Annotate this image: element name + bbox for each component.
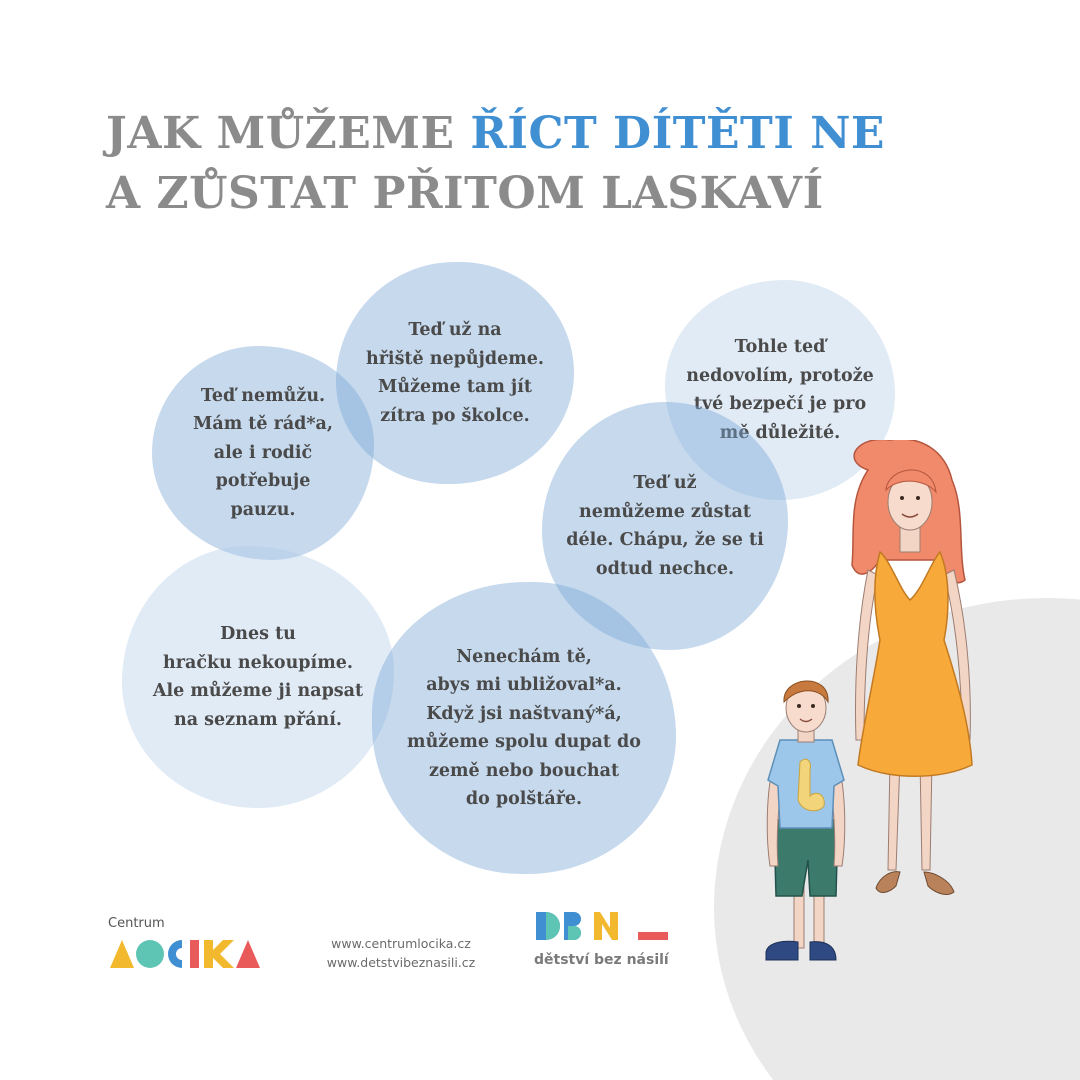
bubble-text: Dnes tu hračku nekoupíme. Ale můžeme ji napsat na seznam přání. [152,624,364,730]
dbn-wordmark-icon [534,908,674,944]
bubble-text: Tohle teď nedovolím, protože tvé bezpečí je pro mě důležité. [686,337,874,443]
bubble-text: Nenechám tě, abys mi ubližoval*a. Když jsi naštvaný*á, můžeme spolu dupat do země nebo bouchat do polštáře. [407,646,641,809]
page-title [106,104,885,224]
title-line-2: A ZŮSTAT PŘITOM LASKAVÍ [106,168,824,219]
speech-bubble-anger [372,582,676,874]
bubble-text: Teď už na hřiště nepůjdeme. Můžeme tam jít zítra po školce. [365,320,545,426]
bubble-text: Teď nemůžu. Mám tě rád*a, ale i rodič potřebuje pauzu. [192,385,333,520]
locika-logo [108,916,165,935]
locika-wordmark-icon [108,936,262,972]
speech-bubble-pause [152,346,374,560]
dbn-tagline: dětství bez násilí [534,952,669,968]
bubble-text: Teď už nemůžeme zůstat déle. Chápu, že se ti odtud nechce. [566,473,764,579]
speech-bubble-toy [122,546,394,808]
title-accent: ŘÍCT DÍTĚTI NE [470,108,885,159]
mother-and-son-illustration [740,440,1000,980]
boy-figure [766,681,845,960]
url-detstvibeznasili[interactable]: www.detstvibeznasili.cz [326,955,476,970]
url-centrumlocika[interactable]: www.centrumlocika.cz [331,936,471,951]
woman-figure [852,440,972,894]
footer-urls [312,934,490,972]
locika-centrum-label: Centrum [108,916,165,931]
title-prefix: JAK MŮŽEME [106,108,471,159]
title-line-1 [106,104,885,164]
